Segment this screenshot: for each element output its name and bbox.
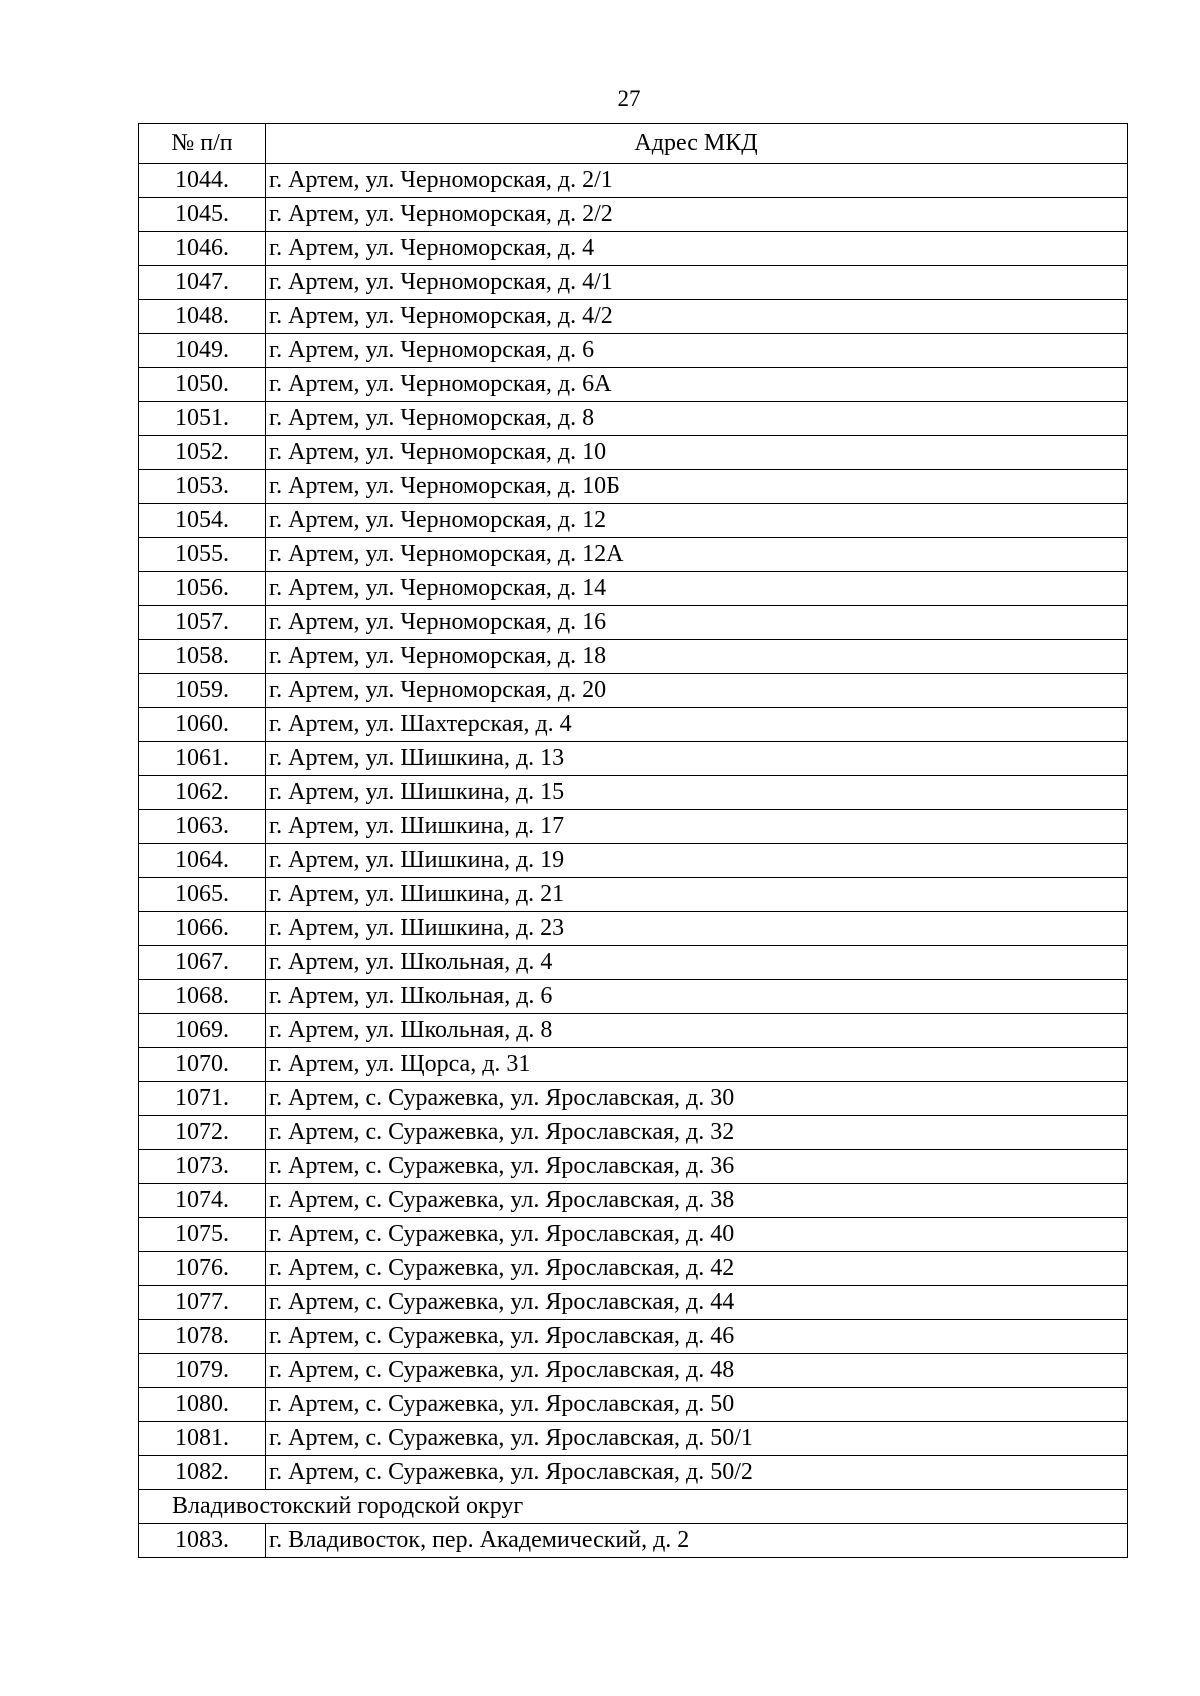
table-row (139, 912, 1128, 946)
table-row (139, 1014, 1128, 1048)
table-row (139, 1422, 1128, 1456)
row-number: 1083. (139, 1524, 266, 1558)
row-address: г. Артем, ул. Школьная, д. 8 (266, 1014, 1128, 1048)
section-title: Владивостокский городской округ (139, 1490, 1128, 1524)
table-row (139, 572, 1128, 606)
row-number: 1056. (139, 572, 266, 606)
table-row (139, 1252, 1128, 1286)
row-number: 1066. (139, 912, 266, 946)
row-number: 1047. (139, 266, 266, 300)
table-row (139, 1320, 1128, 1354)
table-row (139, 1116, 1128, 1150)
row-address: г. Артем, ул. Школьная, д. 4 (266, 946, 1128, 980)
table-row (139, 980, 1128, 1014)
row-address: г. Артем, с. Суражевка, ул. Ярославская, д. 50/2 (266, 1456, 1128, 1490)
row-number: 1053. (139, 470, 266, 504)
row-number: 1074. (139, 1184, 266, 1218)
row-address: г. Артем, ул. Черноморская, д. 6А (266, 368, 1128, 402)
row-number: 1067. (139, 946, 266, 980)
row-number: 1055. (139, 538, 266, 572)
row-number: 1052. (139, 436, 266, 470)
row-number: 1044. (139, 164, 266, 198)
row-number: 1079. (139, 1354, 266, 1388)
row-number: 1048. (139, 300, 266, 334)
table-row (139, 334, 1128, 368)
row-address: г. Артем, ул. Школьная, д. 6 (266, 980, 1128, 1014)
row-number: 1068. (139, 980, 266, 1014)
row-number: 1077. (139, 1286, 266, 1320)
section-row (139, 1490, 1128, 1524)
row-number: 1072. (139, 1116, 266, 1150)
row-address: г. Артем, ул. Черноморская, д. 14 (266, 572, 1128, 606)
row-number: 1082. (139, 1456, 266, 1490)
table-row (139, 810, 1128, 844)
row-number: 1061. (139, 742, 266, 776)
table-row (139, 708, 1128, 742)
table-row (139, 1184, 1128, 1218)
page-number: 27 (617, 86, 641, 111)
row-address: г. Артем, с. Суражевка, ул. Ярославская, д. 48 (266, 1354, 1128, 1388)
row-address: г. Артем, ул. Шишкина, д. 21 (266, 878, 1128, 912)
table-row (139, 164, 1128, 198)
row-address: г. Артем, ул. Черноморская, д. 12А (266, 538, 1128, 572)
row-address: г. Артем, с. Суражевка, ул. Ярославская, д. 32 (266, 1116, 1128, 1150)
table-row (139, 844, 1128, 878)
table-row (139, 1218, 1128, 1252)
table-row (139, 1388, 1128, 1422)
row-number: 1080. (139, 1388, 266, 1422)
table-row (139, 1150, 1128, 1184)
row-number: 1063. (139, 810, 266, 844)
row-address: г. Артем, ул. Черноморская, д. 12 (266, 504, 1128, 538)
row-number: 1081. (139, 1422, 266, 1456)
column-header-address: Адрес МКД (266, 124, 1128, 164)
table-row (139, 504, 1128, 538)
row-number: 1078. (139, 1320, 266, 1354)
row-number: 1075. (139, 1218, 266, 1252)
row-address: г. Артем, с. Суражевка, ул. Ярославская, д. 36 (266, 1150, 1128, 1184)
row-address: г. Артем, ул. Шахтерская, д. 4 (266, 708, 1128, 742)
row-number: 1076. (139, 1252, 266, 1286)
row-address: г. Артем, ул. Черноморская, д. 4/1 (266, 266, 1128, 300)
row-address: г. Артем, ул. Черноморская, д. 8 (266, 402, 1128, 436)
table-row (139, 1286, 1128, 1320)
row-address: г. Артем, ул. Черноморская, д. 16 (266, 606, 1128, 640)
row-address: г. Артем, ул. Шишкина, д. 15 (266, 776, 1128, 810)
table-row (139, 538, 1128, 572)
row-address: г. Артем, с. Суражевка, ул. Ярославская, д. 38 (266, 1184, 1128, 1218)
row-address: г. Артем, с. Суражевка, ул. Ярославская, д. 44 (266, 1286, 1128, 1320)
table-row (139, 878, 1128, 912)
row-address: г. Владивосток, пер. Академический, д. 2 (266, 1524, 1128, 1558)
row-address: г. Артем, с. Суражевка, ул. Ярославская, д. 50/1 (266, 1422, 1128, 1456)
table-row (139, 300, 1128, 334)
table-row (139, 1354, 1128, 1388)
row-address: г. Артем, ул. Черноморская, д. 4 (266, 232, 1128, 266)
row-address: г. Артем, ул. Черноморская, д. 6 (266, 334, 1128, 368)
row-number: 1050. (139, 368, 266, 402)
table-row (139, 232, 1128, 266)
row-address: г. Артем, с. Суражевка, ул. Ярославская, д. 46 (266, 1320, 1128, 1354)
row-number: 1071. (139, 1082, 266, 1116)
table-row (139, 606, 1128, 640)
row-number: 1045. (139, 198, 266, 232)
row-number: 1062. (139, 776, 266, 810)
row-address: г. Артем, ул. Черноморская, д. 10 (266, 436, 1128, 470)
row-number: 1069. (139, 1014, 266, 1048)
row-number: 1051. (139, 402, 266, 436)
column-header-number: № п/п (139, 124, 266, 164)
table-row (139, 1456, 1128, 1490)
row-number: 1059. (139, 674, 266, 708)
table-row (139, 368, 1128, 402)
table-row (139, 1048, 1128, 1082)
row-address: г. Артем, ул. Черноморская, д. 2/1 (266, 164, 1128, 198)
table-row (139, 1082, 1128, 1116)
row-number: 1070. (139, 1048, 266, 1082)
row-number: 1049. (139, 334, 266, 368)
table-header-row (139, 124, 1128, 164)
row-number: 1046. (139, 232, 266, 266)
table-row (139, 402, 1128, 436)
table-row (139, 470, 1128, 504)
row-address: г. Артем, ул. Шишкина, д. 23 (266, 912, 1128, 946)
row-address: г. Артем, ул. Черноморская, д. 2/2 (266, 198, 1128, 232)
row-address: г. Артем, ул. Шишкина, д. 17 (266, 810, 1128, 844)
row-address: г. Артем, с. Суражевка, ул. Ярославская, д. 40 (266, 1218, 1128, 1252)
row-address: г. Артем, с. Суражевка, ул. Ярославская, д. 50 (266, 1388, 1128, 1422)
table-row (139, 674, 1128, 708)
table-row (139, 1524, 1128, 1558)
row-number: 1073. (139, 1150, 266, 1184)
row-address: г. Артем, с. Суражевка, ул. Ярославская, д. 42 (266, 1252, 1128, 1286)
row-address: г. Артем, ул. Черноморская, д. 4/2 (266, 300, 1128, 334)
table-row (139, 742, 1128, 776)
row-address: г. Артем, ул. Черноморская, д. 10Б (266, 470, 1128, 504)
row-address: г. Артем, ул. Черноморская, д. 18 (266, 640, 1128, 674)
table-row (139, 776, 1128, 810)
row-number: 1058. (139, 640, 266, 674)
address-table (138, 123, 1128, 1558)
row-address: г. Артем, ул. Шишкина, д. 19 (266, 844, 1128, 878)
table-row (139, 436, 1128, 470)
row-address: г. Артем, ул. Черноморская, д. 20 (266, 674, 1128, 708)
table-row (139, 640, 1128, 674)
row-address: г. Артем, ул. Шишкина, д. 13 (266, 742, 1128, 776)
row-number: 1065. (139, 878, 266, 912)
table-row (139, 266, 1128, 300)
row-number: 1057. (139, 606, 266, 640)
row-number: 1054. (139, 504, 266, 538)
row-address: г. Артем, с. Суражевка, ул. Ярославская, д. 30 (266, 1082, 1128, 1116)
row-number: 1060. (139, 708, 266, 742)
table-row (139, 198, 1128, 232)
row-number: 1064. (139, 844, 266, 878)
row-address: г. Артем, ул. Щорса, д. 31 (266, 1048, 1128, 1082)
table-row (139, 946, 1128, 980)
